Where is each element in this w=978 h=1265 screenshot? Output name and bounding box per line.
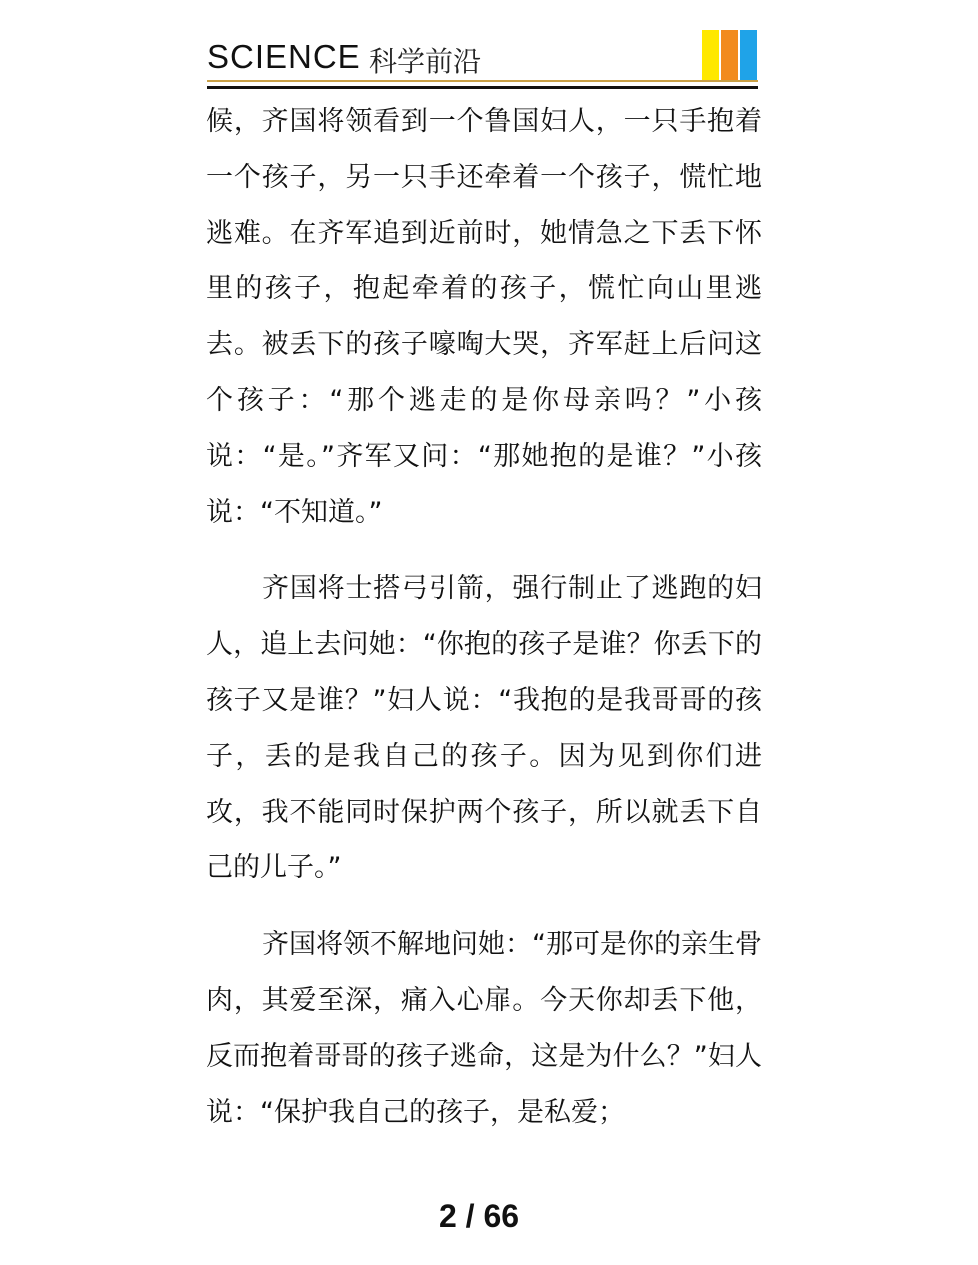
paragraph-2: 齐国将士搭弓引箭，强行制止了逃跑的妇人，追上去问她：“你抱的孩子是谁？你丢下的孩子又是谁？”妇人说：“我抱的是我哥哥的孩子，丢的是我自己的孩子。因为见到你们进攻，我不能同时保护两个孩子，所以就丢下自己的儿子。” <box>206 573 762 884</box>
paragraph-3: 齐国将领不解地问她：“那可是你的亲生骨肉，其爱至深，痛入心扉。今天你却丢下他，反而抱着哥哥的孩子逃命，这是为什么？”妇人说：“保护我自己的孩子，是私爱； <box>206 929 762 1128</box>
header-rule-gold <box>207 80 758 82</box>
page-number: 2 / 66 <box>438 1198 520 1234</box>
header-title: SCIENCE <box>207 38 361 75</box>
header-subtitle: 科学前沿 <box>369 45 482 78</box>
yellow-bar <box>702 30 719 80</box>
paragraph-1: 候，齐国将领看到一个鲁国妇人，一只手抱着一个孩子，另一只手还牵着一个孩子，慌忙地逃难。在齐军追到近前时，她情急之下丢下怀里的孩子，抱起牵着的孩子，慌忙向山里逃去。被丢下的孩子嚎啕大哭，齐军赶上后问这个孩子：“那个逃走的是你母亲吗？”小孩说：“是。”齐军又问：“那她抱的是谁？”小孩说：“不知道。” <box>206 106 762 528</box>
blue-bar <box>740 30 757 80</box>
article-body <box>206 94 762 1161</box>
page-header <box>207 30 758 90</box>
header-color-bars <box>702 30 758 80</box>
header-rule-black <box>207 86 758 89</box>
orange-bar <box>721 30 738 80</box>
